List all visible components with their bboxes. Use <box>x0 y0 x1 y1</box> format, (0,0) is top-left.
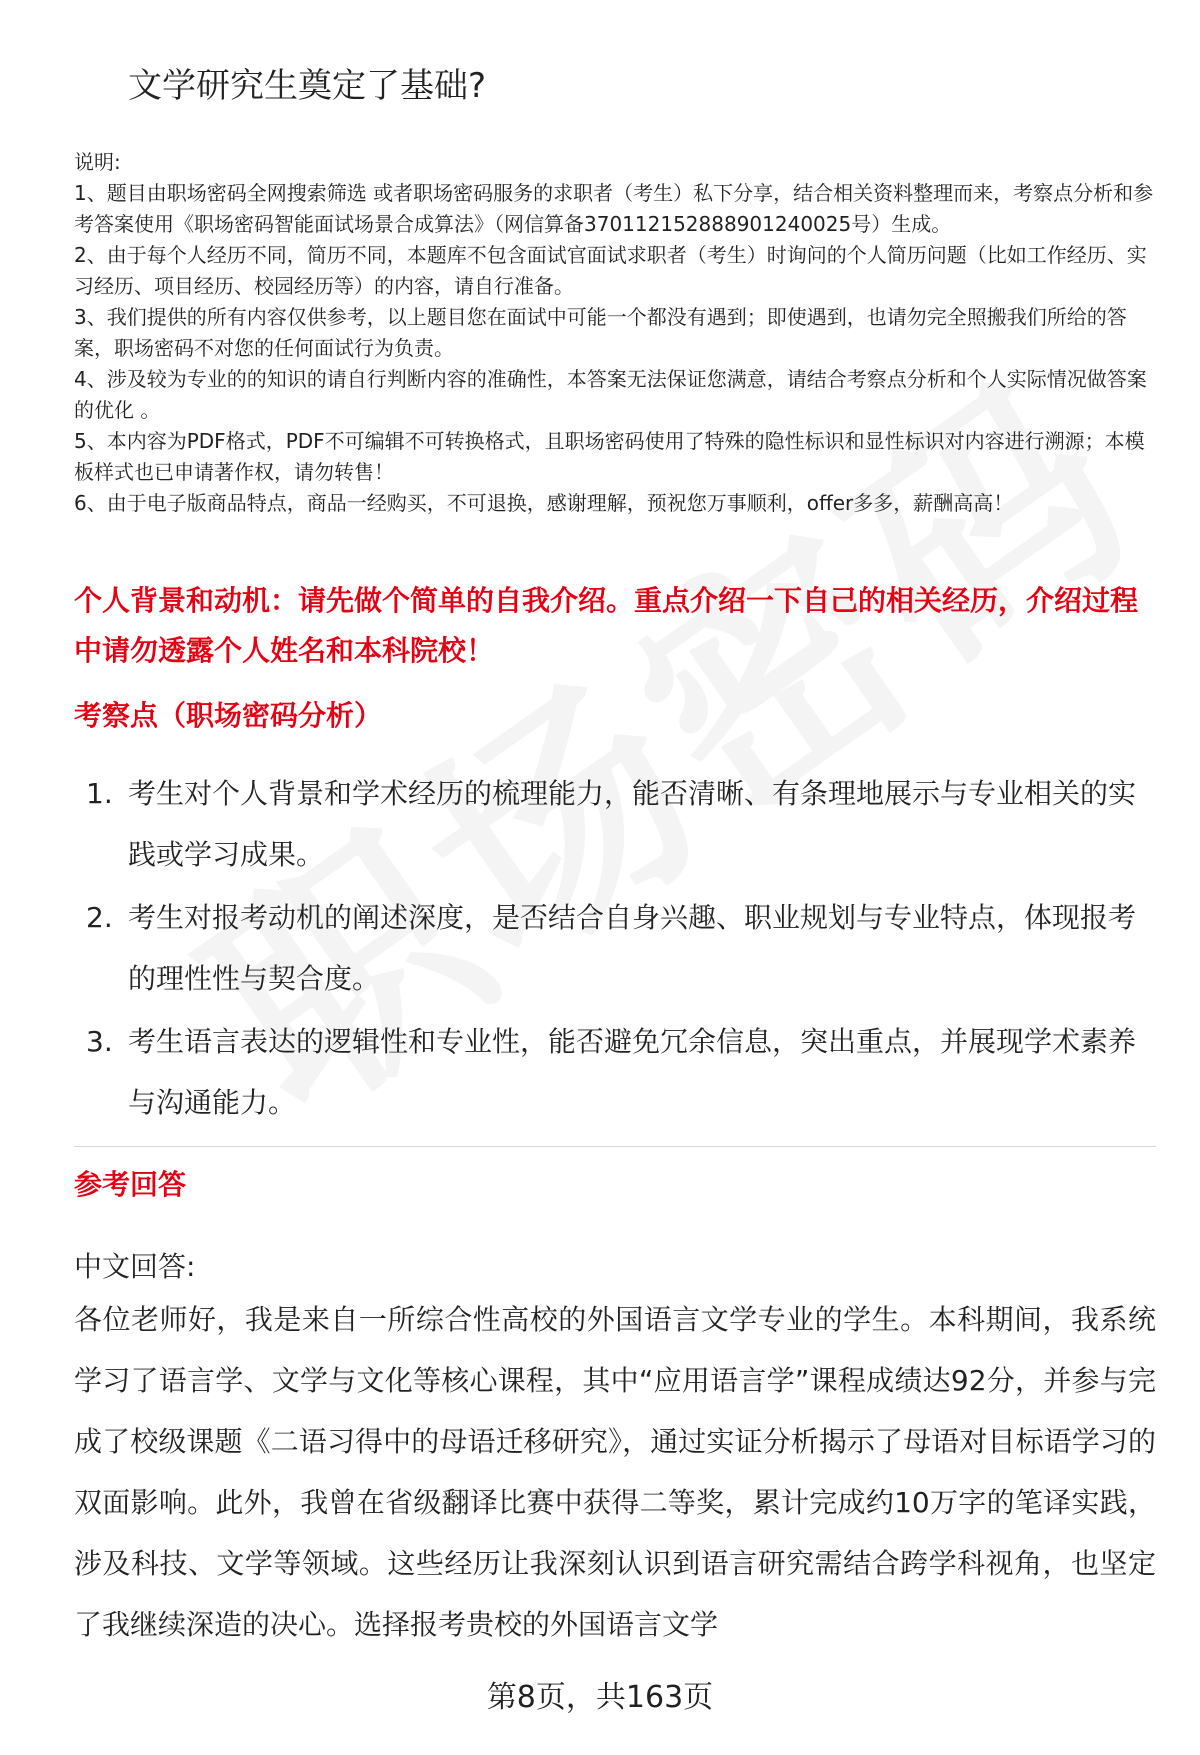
answer-label: 中文回答: <box>74 1250 196 1283</box>
list-item-text: 考生对报考动机的阐述深度，是否结合自身兴趣、职业规划与专业特点，体现报考的理性性与契合度。 <box>128 901 1137 995</box>
list-item-text: 考生语言表达的逻辑性和专业性，能否避免冗余信息，突出重点，并展现学术素养与沟通能力。 <box>128 1025 1137 1119</box>
answer-text: 各位老师好，我是来自一所综合性高校的外国语言文学专业的学生。本科期间，我系统学习了语言学、文学与文化等核心课程，其中“应用语言学”课程成绩达92分，并参与完成了校级课题《二语习得中的母语迁移研究》，通过实证分析揭示了母语对目标语学习的双面影响。此外，我曾在省级翻译比赛中获得二等奖，累计完成约10万字的笔译实践，涉及科技、文学等领域。这些经历让我深刻认识到语言研究需结合跨学科视角，也坚定了我继续深造的决心。选择报考贵校的外国语言文学 <box>74 1303 1156 1641</box>
list-item-number: 3. <box>86 1025 113 1058</box>
list-item <box>74 887 1164 1009</box>
page-number: 第8页，共163页 <box>486 1680 714 1715</box>
analysis-points-list <box>74 763 1164 1135</box>
notes-item: 2、由于每个人经历不同，简历不同，本题库不包含面试官面试求职者（考生）时询问的个人简历问题（比如工作经历、实习经历、项目经历、校园经历等）的内容，请自行准备。 <box>74 243 1147 298</box>
question-heading: 个人背景和动机：请先做个简单的自我介绍。重点介绍一下自己的相关经历，介绍过程中请勿透露个人姓名和本科院校！ <box>74 584 1139 667</box>
notes-item: 4、涉及较为专业的的知识的请自行判断内容的准确性，本答案无法保证您满意，请结合考察点分析和个人实际情况做答案的优化 。 <box>74 367 1147 422</box>
notes-item: 3、我们提供的所有内容仅供参考，以上题目您在面试中可能一个都没有遇到；即使遇到，也请勿完全照搬我们所给的答案，职场密码不对您的任何面试行为负责。 <box>74 305 1127 360</box>
list-item-number: 2. <box>86 901 113 934</box>
list-item-number: 1. <box>86 777 113 810</box>
list-item <box>74 763 1164 885</box>
list-item-text: 考生对个人背景和学术经历的梳理能力，能否清晰、有条理地展示与专业相关的实践或学习成果。 <box>128 777 1137 871</box>
answer-heading: 参考回答 <box>74 1168 187 1201</box>
notes-item: 1、题目由职场密码全网搜索筛选 或者职场密码服务的求职者（考生）私下分享，结合相关资料整理而来，考察点分析和参考答案使用《职场密码智能面试场景合成算法》（网信算备370112152888901240025号）生成。 <box>74 181 1154 236</box>
notes-item: 5、本内容为PDF格式，PDF不可编辑不可转换格式，且职场密码使用了特殊的隐性标识和显性标识对内容进行溯源；本模板样式也已申请著作权，请勿转售！ <box>74 429 1145 484</box>
notes-item: 6、由于电子版商品特点，商品一经购买，不可退换，感谢理解，预祝您万事顺利，offer多多，薪酬高高！ <box>74 491 1014 515</box>
list-item <box>74 1011 1164 1133</box>
notes-block <box>74 147 1164 519</box>
notes-heading: 说明: <box>74 150 121 174</box>
section-divider <box>74 1146 1156 1147</box>
page-title: 文学研究生奠定了基础? <box>128 66 487 106</box>
analysis-heading: 考察点（职场密码分析） <box>74 699 383 732</box>
